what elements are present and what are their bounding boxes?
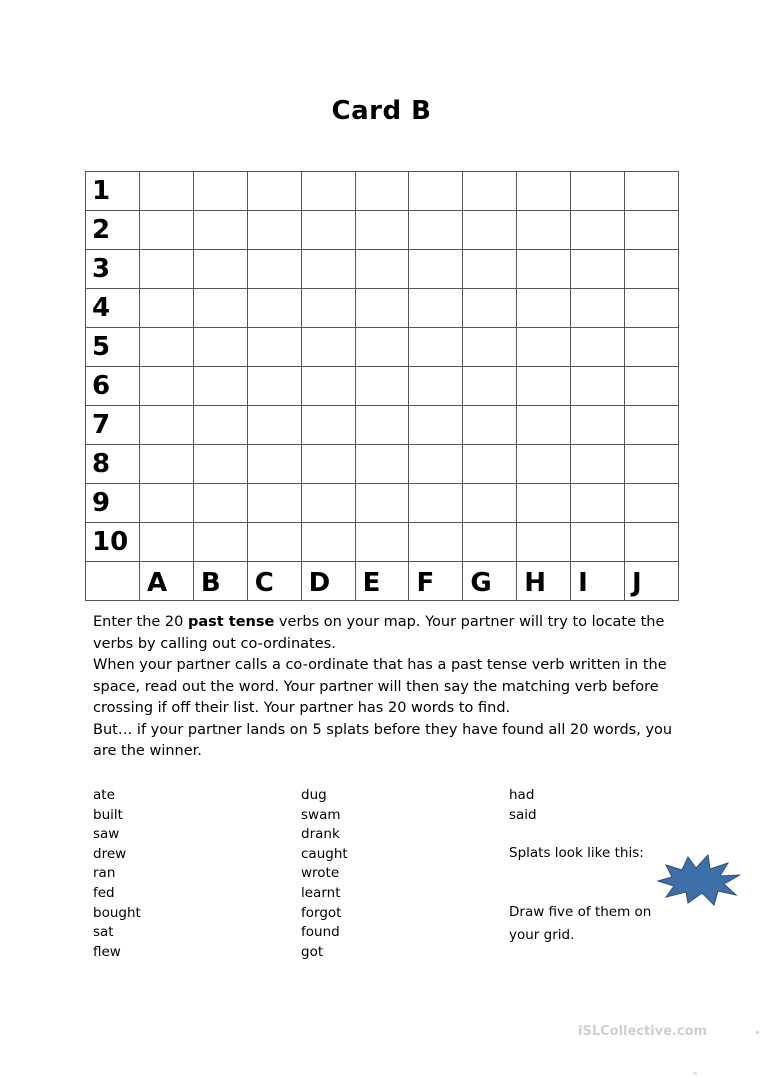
grid-cell[interactable] bbox=[301, 445, 355, 484]
grid-cell[interactable] bbox=[571, 328, 625, 367]
instruction-paragraph-1: Enter the 20 past tense verbs on your map. Your partner will try to locate the verbs by calling out co-ordinates. bbox=[93, 614, 665, 652]
grid-cell[interactable] bbox=[193, 406, 247, 445]
grid-cell[interactable] bbox=[463, 211, 517, 250]
word-item: dug bbox=[301, 787, 327, 803]
watermark: iSLCollective.com bbox=[578, 1024, 708, 1039]
bottom-mark bbox=[693, 1072, 697, 1075]
row-label: 7 bbox=[86, 406, 140, 445]
column-label: J bbox=[625, 562, 679, 601]
column-label: F bbox=[409, 562, 463, 601]
corner-mark bbox=[756, 1031, 759, 1034]
grid-row bbox=[86, 445, 679, 484]
grid-cell[interactable] bbox=[463, 289, 517, 328]
word-list-column-2 bbox=[301, 786, 348, 962]
grid-cell[interactable] bbox=[409, 367, 463, 406]
grid-cell[interactable] bbox=[517, 406, 571, 445]
grid-cell[interactable] bbox=[140, 289, 194, 328]
grid-cell[interactable] bbox=[409, 328, 463, 367]
grid-cell[interactable] bbox=[355, 445, 409, 484]
grid-cell[interactable] bbox=[571, 445, 625, 484]
grid-row bbox=[86, 172, 679, 211]
grid-cell[interactable] bbox=[409, 211, 463, 250]
grid-cell[interactable] bbox=[301, 328, 355, 367]
grid-cell[interactable] bbox=[355, 250, 409, 289]
grid-cell[interactable] bbox=[463, 250, 517, 289]
grid-cell[interactable] bbox=[247, 484, 301, 523]
draw-note: Draw five of them on your grid. bbox=[509, 904, 652, 943]
grid-cell[interactable] bbox=[140, 211, 194, 250]
grid-cell[interactable] bbox=[140, 445, 194, 484]
row-label: 9 bbox=[86, 484, 140, 523]
row-label: 4 bbox=[86, 289, 140, 328]
grid-cell[interactable] bbox=[247, 406, 301, 445]
grid-row bbox=[86, 523, 679, 562]
word-item: sat bbox=[93, 924, 114, 941]
grid-cell[interactable] bbox=[625, 289, 679, 328]
page-title: Card B bbox=[331, 96, 432, 126]
grid-cell[interactable] bbox=[517, 328, 571, 367]
grid-cell[interactable] bbox=[301, 406, 355, 445]
word-item: fed bbox=[93, 884, 115, 901]
grid-cell[interactable] bbox=[355, 328, 409, 367]
column-label: C bbox=[247, 562, 301, 601]
instruction-paragraph-3: But… if your partner lands on 5 splats before they have found all 20 words, you are the winner. bbox=[93, 721, 673, 759]
grid-cell[interactable] bbox=[571, 523, 625, 562]
grid-cell[interactable] bbox=[625, 484, 679, 523]
grid-cell[interactable] bbox=[301, 172, 355, 211]
grid-cell[interactable] bbox=[409, 172, 463, 211]
column-label: G bbox=[463, 562, 517, 601]
grid-cell[interactable] bbox=[355, 523, 409, 562]
grid-cell[interactable] bbox=[625, 172, 679, 211]
grid-cell[interactable] bbox=[355, 172, 409, 211]
grid-cell[interactable] bbox=[193, 172, 247, 211]
grid-row bbox=[86, 250, 679, 289]
grid-cell[interactable] bbox=[409, 250, 463, 289]
word-item: found bbox=[301, 924, 340, 941]
word-item: said bbox=[509, 806, 537, 823]
grid-cell[interactable] bbox=[409, 445, 463, 484]
row-label: 3 bbox=[86, 250, 140, 289]
grid-cell[interactable] bbox=[247, 250, 301, 289]
grid-cell[interactable] bbox=[140, 484, 194, 523]
grid-cell[interactable] bbox=[409, 484, 463, 523]
grid-cell[interactable] bbox=[625, 406, 679, 445]
word-item: drew bbox=[93, 845, 127, 862]
grid-cell[interactable] bbox=[409, 406, 463, 445]
grid-cell[interactable] bbox=[409, 523, 463, 562]
column-label: E bbox=[355, 562, 409, 601]
grid-cell[interactable] bbox=[301, 484, 355, 523]
column-label: I bbox=[571, 562, 625, 601]
grid-cell[interactable] bbox=[140, 172, 194, 211]
grid-cell[interactable] bbox=[625, 445, 679, 484]
grid-row bbox=[86, 484, 679, 523]
grid-cell[interactable] bbox=[140, 328, 194, 367]
grid-cell[interactable] bbox=[517, 172, 571, 211]
grid-cell[interactable] bbox=[301, 289, 355, 328]
grid-cell[interactable] bbox=[517, 367, 571, 406]
grid-cell[interactable] bbox=[571, 211, 625, 250]
grid-cell[interactable] bbox=[140, 367, 194, 406]
grid-row bbox=[86, 406, 679, 445]
grid-cell[interactable] bbox=[140, 250, 194, 289]
grid-cell[interactable] bbox=[193, 445, 247, 484]
word-item: caught bbox=[301, 845, 348, 862]
grid-cell[interactable] bbox=[571, 172, 625, 211]
grid-cell[interactable] bbox=[355, 484, 409, 523]
word-item: flew bbox=[93, 943, 121, 960]
grid-row bbox=[86, 211, 679, 250]
word-item: built bbox=[93, 806, 123, 823]
grid-cell[interactable] bbox=[193, 484, 247, 523]
grid-cell[interactable] bbox=[247, 367, 301, 406]
grid-cell[interactable] bbox=[301, 523, 355, 562]
grid-cell[interactable] bbox=[301, 250, 355, 289]
column-label: B bbox=[193, 562, 247, 601]
row-label: 8 bbox=[86, 445, 140, 484]
column-label: H bbox=[517, 562, 571, 601]
grid-cell[interactable] bbox=[463, 484, 517, 523]
grid-cell[interactable] bbox=[247, 172, 301, 211]
word-item: swam bbox=[301, 806, 341, 823]
grid-cell[interactable] bbox=[463, 406, 517, 445]
grid-cell[interactable] bbox=[247, 328, 301, 367]
grid-cell[interactable] bbox=[571, 406, 625, 445]
grid-cell[interactable] bbox=[247, 445, 301, 484]
word-item: got bbox=[301, 943, 324, 960]
grid-cell[interactable] bbox=[517, 523, 571, 562]
grid-cell[interactable] bbox=[571, 250, 625, 289]
word-item: ate bbox=[93, 787, 115, 803]
grid-cell[interactable] bbox=[193, 289, 247, 328]
grid-cell[interactable] bbox=[463, 523, 517, 562]
grid-cell[interactable] bbox=[409, 289, 463, 328]
grid-cell[interactable] bbox=[463, 328, 517, 367]
word-item: saw bbox=[93, 826, 120, 843]
grid-cell[interactable] bbox=[625, 367, 679, 406]
grid-corner-cell bbox=[86, 562, 140, 601]
grid-cell[interactable] bbox=[571, 289, 625, 328]
word-item: drank bbox=[301, 826, 340, 843]
grid-cell[interactable] bbox=[355, 406, 409, 445]
word-list-column-3 bbox=[509, 786, 537, 825]
splat-icon bbox=[656, 853, 742, 909]
grid-cell[interactable] bbox=[247, 211, 301, 250]
grid-cell[interactable] bbox=[463, 172, 517, 211]
word-item: forgot bbox=[301, 904, 342, 921]
instruction-paragraph-2: When your partner calls a co-ordinate that has a past tense verb written in the space, read out the word. Your partner will then say the matching verb before crossing if off their list. Your partner has 20 words to find. bbox=[93, 657, 667, 716]
word-item: wrote bbox=[301, 865, 340, 882]
row-label: 2 bbox=[86, 211, 140, 250]
grid-row bbox=[86, 328, 679, 367]
grid-cell[interactable] bbox=[140, 406, 194, 445]
grid-cell[interactable] bbox=[193, 211, 247, 250]
grid-cell[interactable] bbox=[247, 289, 301, 328]
grid-cell[interactable] bbox=[355, 211, 409, 250]
grid-cell[interactable] bbox=[193, 367, 247, 406]
battleship-grid bbox=[85, 171, 679, 601]
grid-cell[interactable] bbox=[355, 289, 409, 328]
word-item: learnt bbox=[301, 884, 341, 901]
splat-note: Splats look like this: bbox=[509, 845, 644, 861]
grid-cell[interactable] bbox=[193, 328, 247, 367]
grid-cell[interactable] bbox=[517, 484, 571, 523]
grid-row bbox=[86, 289, 679, 328]
instructions bbox=[93, 612, 673, 763]
grid-row bbox=[86, 367, 679, 406]
column-label: A bbox=[140, 562, 194, 601]
grid-cell[interactable] bbox=[571, 367, 625, 406]
grid-cell[interactable] bbox=[301, 211, 355, 250]
grid-cell[interactable] bbox=[193, 523, 247, 562]
grid-cell[interactable] bbox=[517, 250, 571, 289]
grid-cell[interactable] bbox=[301, 367, 355, 406]
column-label-row bbox=[86, 562, 679, 601]
word-item: had bbox=[509, 787, 535, 803]
row-label: 5 bbox=[86, 328, 140, 367]
word-list-column-1 bbox=[93, 786, 141, 962]
grid-cell[interactable] bbox=[517, 289, 571, 328]
row-label: 6 bbox=[86, 367, 140, 406]
grid-cell[interactable] bbox=[463, 445, 517, 484]
past-tense-emphasis: past tense bbox=[188, 614, 275, 630]
word-item: bought bbox=[93, 904, 141, 921]
grid-cell[interactable] bbox=[571, 484, 625, 523]
grid-cell[interactable] bbox=[355, 367, 409, 406]
grid-cell[interactable] bbox=[193, 250, 247, 289]
grid-cell[interactable] bbox=[517, 211, 571, 250]
grid-cell[interactable] bbox=[463, 367, 517, 406]
grid-cell[interactable] bbox=[247, 523, 301, 562]
grid-cell[interactable] bbox=[625, 328, 679, 367]
grid-cell[interactable] bbox=[625, 211, 679, 250]
word-item: ran bbox=[93, 865, 116, 882]
column-label: D bbox=[301, 562, 355, 601]
grid-cell[interactable] bbox=[140, 523, 194, 562]
row-label: 10 bbox=[86, 523, 140, 562]
grid-cell[interactable] bbox=[625, 250, 679, 289]
grid-cell[interactable] bbox=[517, 445, 571, 484]
grid-cell[interactable] bbox=[625, 523, 679, 562]
row-label: 1 bbox=[86, 172, 140, 211]
